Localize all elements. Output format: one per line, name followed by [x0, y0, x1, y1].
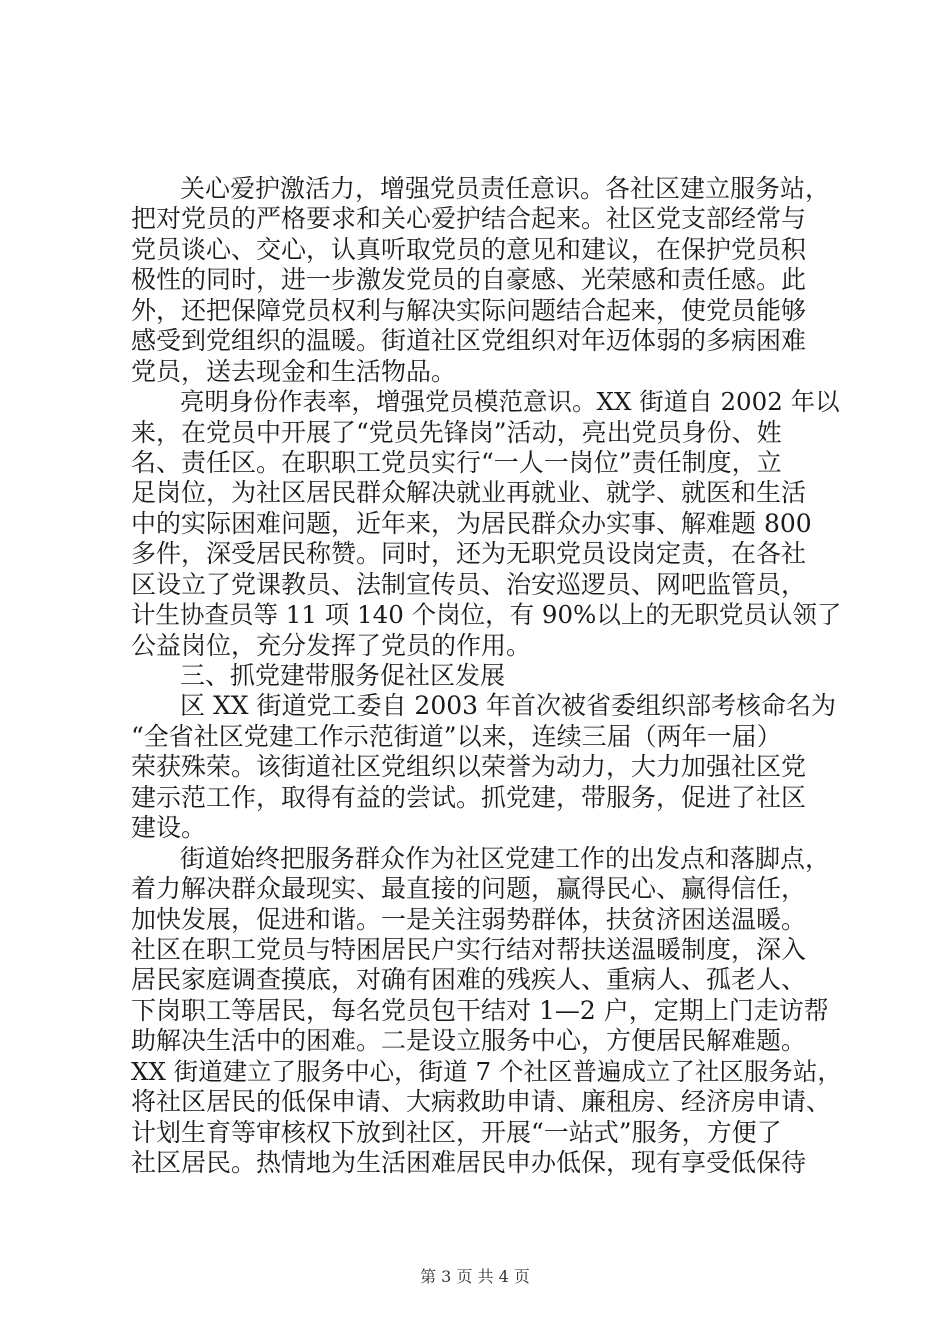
text-line: 感受到党组织的温暖。街道社区党组织对年迈体弱的多病困难	[131, 326, 807, 356]
text-line: 建设。	[131, 813, 207, 843]
section-heading: 三、抓党建带服务促社区发展	[180, 661, 506, 690]
text-line: “全省社区党建工作示范街道”以来，连续三届（两年一届）	[131, 721, 782, 751]
text-line: 足岗位，为社区居民群众解决就业再就业、就学、就医和生活	[131, 478, 807, 508]
text-line: 把对党员的严格要求和关心爱护结合起来。社区党支部经常与	[131, 204, 807, 234]
text-line: 助解决生活中的困难。二是设立服务中心，方便居民解难题。	[131, 1026, 807, 1056]
text-line: 将社区居民的低保申请、大病救助申请、廉租房、经济房申请、	[131, 1087, 832, 1117]
text-line: 社区在职工党员与特困居民户实行结对帮扶送温暖制度，深入	[131, 934, 807, 964]
text-line: 极性的同时，进一步激发党员的自豪感、光荣感和责任感。此	[131, 265, 807, 295]
text-line: 计生协查员等 11 项 140 个岗位，有 90%以上的无职党员认领了	[131, 600, 842, 630]
text-line: 来，在党员中开展了“党员先锋岗”活动，亮出党员身份、姓	[131, 417, 782, 447]
text-line: 计划生育等审核权下放到社区，开展“一站式”服务，方便了	[131, 1117, 782, 1147]
text-line: 加快发展，促进和谐。一是关注弱势群体，扶贫济困送温暖。	[131, 904, 807, 934]
text-line: 区 XX 街道党工委自 2003 年首次被省委组织部考核命名为	[180, 691, 837, 721]
text-line: 建示范工作，取得有益的尝试。抓党建，带服务，促进了社区	[131, 782, 807, 812]
text-line: 居民家庭调查摸底，对确有困难的残疾人、重病人、孤老人、	[131, 965, 807, 995]
text-line: 荣获殊荣。该街道社区党组织以荣誉为动力，大力加强社区党	[131, 752, 807, 782]
text-line: 党员，送去现金和生活物品。	[131, 356, 457, 386]
text-line: 中的实际困难问题，近年来，为居民群众办实事、解难题 800	[131, 508, 812, 538]
text-line: 下岗职工等居民，每名党员包干结对 1—2 户，定期上门走访帮	[131, 995, 829, 1025]
text-line: 外，还把保障党员权利与解决实际问题结合起来，使党员能够	[131, 295, 807, 325]
text-line: 关心爱护激活力，增强党员责任意识。各社区建立服务站，	[180, 174, 831, 203]
text-line: 公益岗位，充分发挥了党员的作用。	[131, 630, 532, 660]
text-line: 街道始终把服务群众作为社区党建工作的出发点和落脚点，	[180, 843, 831, 873]
page-footer: 第 3 页 共 4 页	[420, 1267, 530, 1286]
text-line: XX 街道建立了服务中心，街道 7 个社区普遍成立了社区服务站，	[131, 1056, 842, 1086]
text-line: 党员谈心、交心，认真听取党员的意见和建议，在保护党员积	[131, 234, 807, 264]
text-line: 着力解决群众最现实、最直接的问题，赢得民心、赢得信任，	[131, 874, 807, 904]
text-line: 区设立了党课教员、法制宣传员、治安巡逻员、网吧监管员，	[131, 569, 807, 599]
text-line: 名、责任区。在职职工党员实行“一人一岗位”责任制度，立	[131, 447, 782, 477]
text-line: 亮明身份作表率，增强党员模范意识。XX 街道自 2002 年以	[180, 387, 840, 417]
text-line: 多件，深受居民称赞。同时，还为无职党员设岗定责，在各社	[131, 539, 807, 569]
text-line: 社区居民。热情地为生活困难居民申办低保，现有享受低保待	[131, 1148, 807, 1177]
